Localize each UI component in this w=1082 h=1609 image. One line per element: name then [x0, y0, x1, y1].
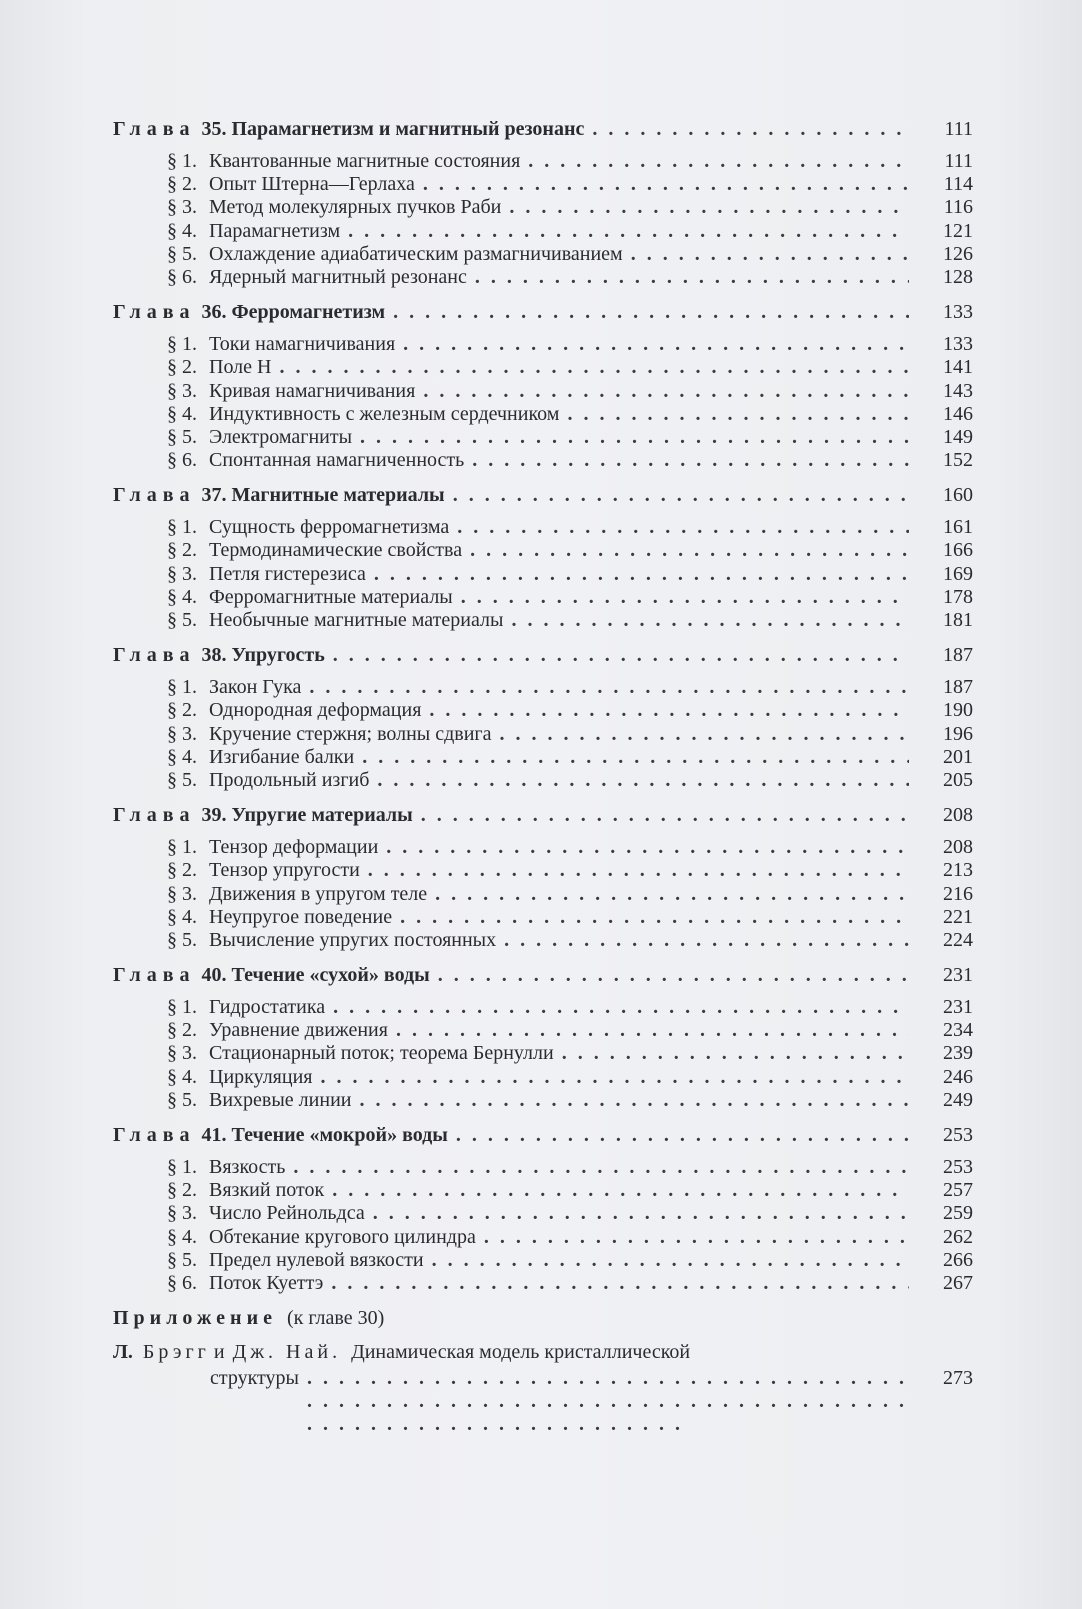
leader-dots [509, 196, 909, 219]
section-entry [113, 356, 973, 379]
section-number: § 2. [167, 1019, 197, 1042]
leader-dots [359, 1089, 909, 1112]
section-title: Неупругое поведение [209, 905, 393, 928]
section-page-number: 146 [943, 402, 973, 425]
chapter-heading [113, 118, 973, 150]
leader-dots [373, 1202, 909, 1225]
section-number: § 2. [167, 539, 197, 562]
section-title: Обтекание кругового цилиндра [209, 1225, 476, 1248]
section-entry [113, 220, 973, 243]
section-number: § 3. [167, 196, 197, 219]
section-entry [113, 449, 973, 472]
section-number: § 4. [167, 1225, 197, 1248]
section-entry [113, 609, 973, 632]
leader-dots [403, 333, 909, 356]
section-title: Метод молекулярных пучков Раби [209, 196, 502, 219]
section-page-number: 161 [943, 516, 973, 539]
section-page-number: 196 [943, 722, 973, 745]
leader-dots [592, 118, 909, 141]
section-title: Необычные магнитные материалы [209, 609, 504, 631]
leader-dots [528, 150, 909, 173]
section-entry [113, 1272, 973, 1295]
section-page-number: 111 [944, 150, 973, 172]
chapter-page-number: 133 [943, 301, 973, 324]
section-title: Вязкость [209, 1156, 286, 1178]
section-number: § 3. [167, 1202, 197, 1225]
section-number: § 2. [167, 356, 197, 379]
article-title-line-1: Динамическая модель кристаллической [351, 1341, 691, 1364]
leader-dots [307, 1367, 909, 1436]
section-title: Сущность ферромагнетизма [209, 516, 450, 539]
section-page-number: 141 [943, 356, 973, 379]
section-entry [113, 1066, 973, 1089]
appendix-label: Приложение [113, 1307, 277, 1330]
chapter-page-number: 111 [944, 118, 973, 140]
chapter-label: Глава [113, 1124, 196, 1146]
section-page-number: 257 [943, 1179, 973, 1202]
article-conjunction: и [213, 1341, 229, 1364]
leader-dots [279, 356, 909, 379]
section-title: Вязкий поток [209, 1179, 325, 1202]
leader-dots [504, 929, 909, 952]
leader-dots [368, 859, 909, 882]
section-number: § 1. [167, 836, 197, 859]
leader-dots [362, 746, 909, 769]
section-entry [113, 1156, 973, 1179]
section-title: Электромагниты [209, 425, 353, 448]
leader-dots [386, 836, 909, 859]
section-number: § 4. [167, 402, 197, 425]
leader-dots [470, 539, 909, 562]
leader-dots [348, 220, 909, 243]
leader-dots [567, 403, 909, 426]
article-page-number: 273 [943, 1367, 973, 1390]
section-entry [113, 1202, 973, 1225]
section-entry [113, 150, 973, 173]
article-author-2: Дж. Най. [232, 1341, 342, 1364]
appendix-note: (к главе 30) [286, 1307, 385, 1330]
section-title: Тензор упругости [209, 859, 360, 882]
section-number: § 5. [167, 1088, 197, 1111]
section-page-number: 143 [943, 379, 973, 402]
leader-dots [423, 380, 909, 403]
leader-dots [333, 996, 909, 1019]
section-page-number: 262 [943, 1225, 973, 1248]
leader-dots [421, 804, 909, 827]
chapter-label: Глава [113, 301, 196, 324]
section-entry [113, 1226, 973, 1249]
chapter-title: 39. Упругие материалы [201, 804, 413, 827]
section-number: § 6. [167, 1271, 197, 1294]
section-page-number: 267 [943, 1271, 973, 1294]
section-title: Ферромагнитные материалы [209, 585, 453, 608]
appendix-article [113, 1341, 973, 1393]
chapter-heading [113, 484, 973, 516]
section-number: § 6. [167, 449, 197, 472]
section-title: Спонтанная намагниченность [209, 449, 465, 472]
section-page-number: 166 [943, 539, 973, 562]
section-number: § 3. [167, 379, 197, 402]
section-title: Однородная деформация [209, 699, 422, 722]
section-title: Кривая намагничивания [209, 379, 416, 402]
section-title: Парамагнетизм [209, 219, 341, 242]
leader-dots [457, 516, 909, 539]
section-number: § 2. [167, 1179, 197, 1202]
article-initial: Л. [113, 1341, 133, 1364]
section-number: § 3. [167, 722, 197, 745]
article-title-line-2: структуры [210, 1367, 299, 1390]
chapter-title: 40. Течение «сухой» воды [201, 964, 430, 987]
leader-dots [374, 563, 909, 586]
leader-dots [461, 586, 909, 609]
section-entry [113, 859, 973, 882]
section-entry [113, 883, 973, 906]
section-entry [113, 676, 973, 699]
section-page-number: 169 [943, 562, 973, 585]
section-title: Число Рейнольдса [209, 1202, 365, 1225]
section-number: § 2. [167, 699, 197, 722]
chapter-heading [113, 1124, 973, 1156]
section-entry [113, 586, 973, 609]
section-number: § 5. [167, 242, 197, 265]
section-page-number: 178 [943, 585, 973, 608]
section-number: § 6. [167, 265, 197, 288]
section-number: § 1. [167, 516, 197, 539]
leader-dots [472, 449, 909, 472]
section-entry [113, 1179, 973, 1202]
section-number: § 4. [167, 1065, 197, 1088]
section-title: Охлаждение адиабатическим размагничиванием [209, 242, 623, 265]
section-page-number: 221 [943, 905, 973, 928]
chapter-page-number: 253 [943, 1124, 973, 1146]
section-entry [113, 1042, 973, 1065]
section-title: Петля гистерезиса [209, 562, 366, 585]
chapter-title: 35. Парамагнетизм и магнитный резонанс [201, 118, 585, 140]
section-entry [113, 266, 973, 289]
section-number: § 4. [167, 585, 197, 608]
section-page-number: 249 [943, 1088, 973, 1111]
leader-dots [511, 609, 909, 632]
chapter-title: 41. Течение «мокрой» воды [201, 1124, 448, 1146]
section-number: § 5. [167, 425, 197, 448]
section-entry [113, 426, 973, 449]
leader-dots [484, 1226, 909, 1249]
chapter-label: Глава [113, 118, 196, 140]
section-entry [113, 699, 973, 722]
section-entry [113, 836, 973, 859]
section-entry [113, 906, 973, 929]
section-title: Опыт Штерна—Герлаха [209, 173, 415, 196]
leader-dots [475, 266, 909, 289]
section-number: § 1. [167, 996, 197, 1019]
section-title: Уравнение движения [209, 1019, 388, 1042]
section-entry [113, 996, 973, 1019]
section-page-number: 239 [943, 1042, 973, 1065]
chapter-title: 36. Ферромагнетизм [201, 301, 386, 324]
leader-dots [360, 426, 909, 449]
leader-dots [562, 1042, 909, 1065]
section-title: Кручение стержня; волны сдвига [209, 722, 492, 745]
section-page-number: 224 [943, 928, 973, 951]
chapter-label: Глава [113, 644, 196, 667]
leader-dots [309, 676, 909, 699]
section-title: Индуктивность с железным сердечником [209, 402, 560, 425]
leader-dots [293, 1156, 909, 1179]
section-number: § 1. [167, 150, 197, 172]
section-entry [113, 539, 973, 562]
section-title: Ядерный магнитный резонанс [209, 265, 467, 288]
chapter-label: Глава [113, 964, 196, 987]
section-page-number: 181 [943, 609, 973, 631]
section-page-number: 114 [943, 173, 973, 196]
chapter-heading [113, 964, 973, 996]
section-title: Токи намагничивания [209, 333, 396, 356]
section-number: § 2. [167, 173, 197, 196]
section-number: § 5. [167, 609, 197, 631]
section-page-number: 133 [943, 333, 973, 356]
section-entry [113, 516, 973, 539]
section-entry [113, 929, 973, 952]
leader-dots [393, 301, 909, 324]
section-page-number: 213 [943, 859, 973, 882]
section-number: § 3. [167, 562, 197, 585]
section-title: Изгибание балки [209, 745, 355, 768]
section-page-number: 116 [943, 196, 973, 219]
section-entry [113, 333, 973, 356]
section-title: Закон Гука [209, 676, 302, 699]
section-entry [113, 563, 973, 586]
section-number: § 4. [167, 905, 197, 928]
section-page-number: 216 [943, 882, 973, 905]
section-page-number: 208 [943, 836, 973, 859]
leader-dots [438, 964, 909, 987]
section-title: Поле Н [209, 356, 272, 379]
section-entry [113, 380, 973, 403]
chapter-title: 37. Магнитные материалы [201, 484, 445, 507]
leader-dots [432, 1249, 909, 1272]
section-page-number: 234 [943, 1019, 973, 1042]
section-page-number: 126 [943, 242, 973, 265]
section-number: § 1. [167, 1156, 197, 1178]
section-title: Поток Куеттэ [209, 1271, 324, 1294]
section-page-number: 149 [943, 425, 973, 448]
section-title: Вихревые линии [209, 1088, 352, 1111]
section-title: Движения в упругом теле [209, 882, 428, 905]
leader-dots [333, 644, 909, 667]
section-number: § 1. [167, 333, 197, 356]
section-entry [113, 746, 973, 769]
leader-dots [332, 1179, 909, 1202]
chapter-page-number: 231 [943, 964, 973, 987]
chapter-heading [113, 804, 973, 836]
leader-dots [377, 769, 909, 792]
section-page-number: 253 [943, 1156, 973, 1178]
section-title: Вычисление упругих постоянных [209, 928, 497, 951]
chapter-label: Глава [113, 804, 196, 827]
section-number: § 3. [167, 882, 197, 905]
section-number: § 2. [167, 859, 197, 882]
table-of-contents [113, 118, 973, 1393]
section-title: Предел нулевой вязкости [209, 1248, 424, 1271]
section-page-number: 259 [943, 1202, 973, 1225]
section-title: Квантованные магнитные состояния [209, 150, 521, 172]
chapter-page-number: 187 [943, 644, 973, 667]
chapter-title: 38. Упругость [201, 644, 325, 667]
leader-dots [321, 1066, 910, 1089]
leader-dots [396, 1019, 909, 1042]
section-page-number: 266 [943, 1248, 973, 1271]
leader-dots [631, 243, 909, 266]
chapter-heading [113, 644, 973, 676]
section-entry [113, 243, 973, 266]
section-page-number: 187 [943, 676, 973, 699]
section-page-number: 201 [943, 745, 973, 768]
leader-dots [500, 723, 909, 746]
leader-dots [429, 699, 909, 722]
section-entry [113, 403, 973, 426]
leader-dots [423, 173, 909, 196]
section-page-number: 128 [943, 265, 973, 288]
section-entry [113, 196, 973, 219]
leader-dots [331, 1272, 909, 1295]
chapter-heading [113, 301, 973, 333]
section-title: Продольный изгиб [209, 768, 370, 791]
section-page-number: 231 [943, 996, 973, 1019]
leader-dots [435, 883, 909, 906]
chapter-label: Глава [113, 484, 196, 507]
appendix-heading [113, 1307, 973, 1341]
section-entry [113, 723, 973, 746]
section-entry [113, 769, 973, 792]
section-number: § 4. [167, 219, 197, 242]
section-number: § 4. [167, 745, 197, 768]
section-number: § 3. [167, 1042, 197, 1065]
section-number: § 5. [167, 928, 197, 951]
section-entry [113, 173, 973, 196]
section-page-number: 190 [943, 699, 973, 722]
chapter-page-number: 160 [943, 484, 973, 507]
leader-dots [400, 906, 909, 929]
section-page-number: 152 [943, 449, 973, 472]
section-title: Термодинамические свойства [209, 539, 463, 562]
section-entry [113, 1019, 973, 1042]
section-entry [113, 1089, 973, 1112]
section-title: Гидростатика [209, 996, 326, 1019]
section-page-number: 246 [943, 1065, 973, 1088]
leader-dots [456, 1124, 909, 1147]
section-page-number: 121 [943, 219, 973, 242]
article-author-1: Брэгг [142, 1341, 210, 1364]
section-number: § 1. [167, 676, 197, 699]
section-number: § 5. [167, 1248, 197, 1271]
section-title: Стационарный поток; теорема Бернулли [209, 1042, 554, 1065]
section-entry [113, 1249, 973, 1272]
chapter-page-number: 208 [943, 804, 973, 827]
section-title: Циркуляция [209, 1065, 313, 1088]
section-number: § 5. [167, 768, 197, 791]
section-title: Тензор деформации [209, 836, 379, 859]
section-page-number: 205 [943, 768, 973, 791]
leader-dots [453, 484, 909, 507]
